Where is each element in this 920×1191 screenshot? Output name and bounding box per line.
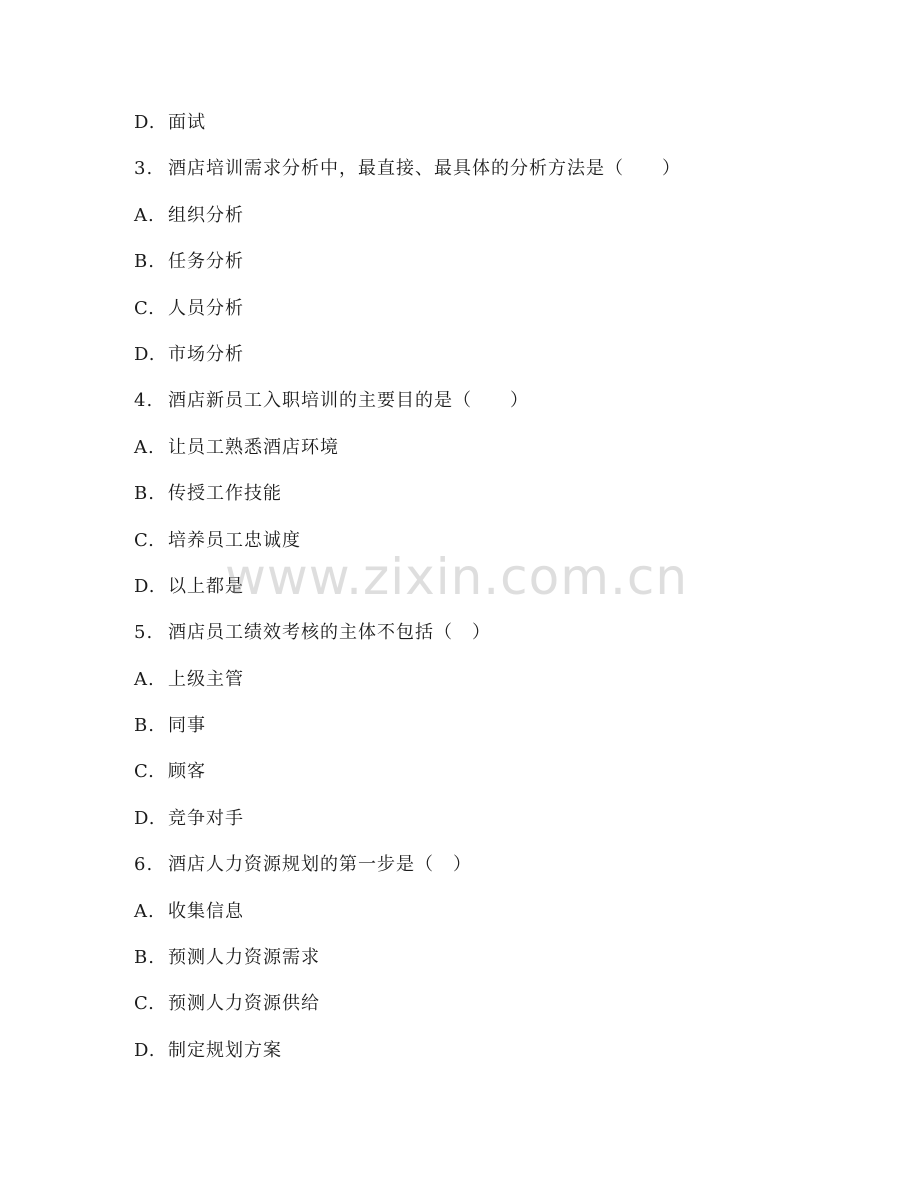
line-text: 面试 bbox=[168, 112, 206, 133]
option-line bbox=[134, 663, 834, 709]
line-text: 培养员工忠诚度 bbox=[168, 529, 301, 551]
line-text: 组织分析 bbox=[168, 204, 244, 226]
question-line bbox=[134, 152, 834, 198]
line-text: 传授工作技能 bbox=[168, 483, 282, 505]
line-marker: D. bbox=[134, 343, 156, 365]
line-marker: 3. bbox=[134, 158, 154, 180]
line-marker: B. bbox=[134, 251, 155, 273]
line-marker: A. bbox=[134, 204, 155, 226]
line-text: 市场分析 bbox=[168, 343, 244, 365]
line-marker: A. bbox=[134, 900, 155, 922]
line-marker: A. bbox=[134, 436, 155, 458]
option-line bbox=[134, 431, 834, 477]
line-marker: B. bbox=[134, 715, 155, 737]
line-text: 酒店人力资源规划的第一步是（ ） bbox=[168, 854, 472, 876]
line-text: 人员分析 bbox=[168, 297, 244, 319]
line-marker: B. bbox=[134, 947, 155, 969]
line-marker: 4. bbox=[134, 390, 154, 412]
option-line bbox=[134, 338, 834, 384]
option-line bbox=[134, 895, 834, 941]
line-text: 制定规划方案 bbox=[168, 1039, 282, 1061]
line-text: 同事 bbox=[168, 715, 206, 737]
option-line bbox=[134, 1034, 834, 1080]
question-line bbox=[134, 384, 834, 430]
line-marker: D. bbox=[134, 807, 156, 829]
line-text: 竞争对手 bbox=[168, 807, 244, 829]
line-text: 让员工熟悉酒店环境 bbox=[168, 436, 339, 458]
option-line bbox=[134, 709, 834, 755]
line-text: 酒店员工绩效考核的主体不包括（ ） bbox=[168, 622, 491, 644]
option-line bbox=[134, 106, 834, 152]
line-marker: A. bbox=[134, 668, 155, 690]
option-line bbox=[134, 199, 834, 245]
line-marker: C. bbox=[134, 529, 155, 551]
line-marker: B. bbox=[134, 483, 155, 505]
line-text: 预测人力资源供给 bbox=[168, 993, 320, 1015]
line-marker: 6. bbox=[134, 854, 154, 876]
line-marker: C. bbox=[134, 297, 155, 319]
line-text: 酒店培训需求分析中，最直接、最具体的分析方法是（ ） bbox=[168, 158, 681, 180]
line-marker: D. bbox=[134, 1039, 156, 1061]
watermark: www.zixin.com.cn bbox=[225, 548, 689, 606]
line-text: 酒店新员工入职培训的主要目的是（ ） bbox=[168, 390, 529, 412]
option-line bbox=[134, 245, 834, 291]
option-line bbox=[134, 941, 834, 987]
question-line bbox=[134, 848, 834, 894]
option-line bbox=[134, 987, 834, 1033]
line-marker: C. bbox=[134, 761, 155, 783]
question-line bbox=[134, 616, 834, 662]
line-text: 上级主管 bbox=[168, 668, 244, 690]
option-line bbox=[134, 802, 834, 848]
line-text: 预测人力资源需求 bbox=[168, 947, 320, 969]
line-marker: D. bbox=[134, 112, 156, 133]
option-line bbox=[134, 477, 834, 523]
line-text: 以上都是 bbox=[168, 575, 244, 597]
option-line bbox=[134, 755, 834, 801]
line-text: 任务分析 bbox=[168, 251, 244, 273]
line-marker: C. bbox=[134, 993, 155, 1015]
line-marker: D. bbox=[134, 575, 156, 597]
line-marker: 5. bbox=[134, 622, 154, 644]
line-text: 顾客 bbox=[168, 761, 206, 783]
line-text: 收集信息 bbox=[168, 900, 244, 922]
option-line bbox=[134, 292, 834, 338]
